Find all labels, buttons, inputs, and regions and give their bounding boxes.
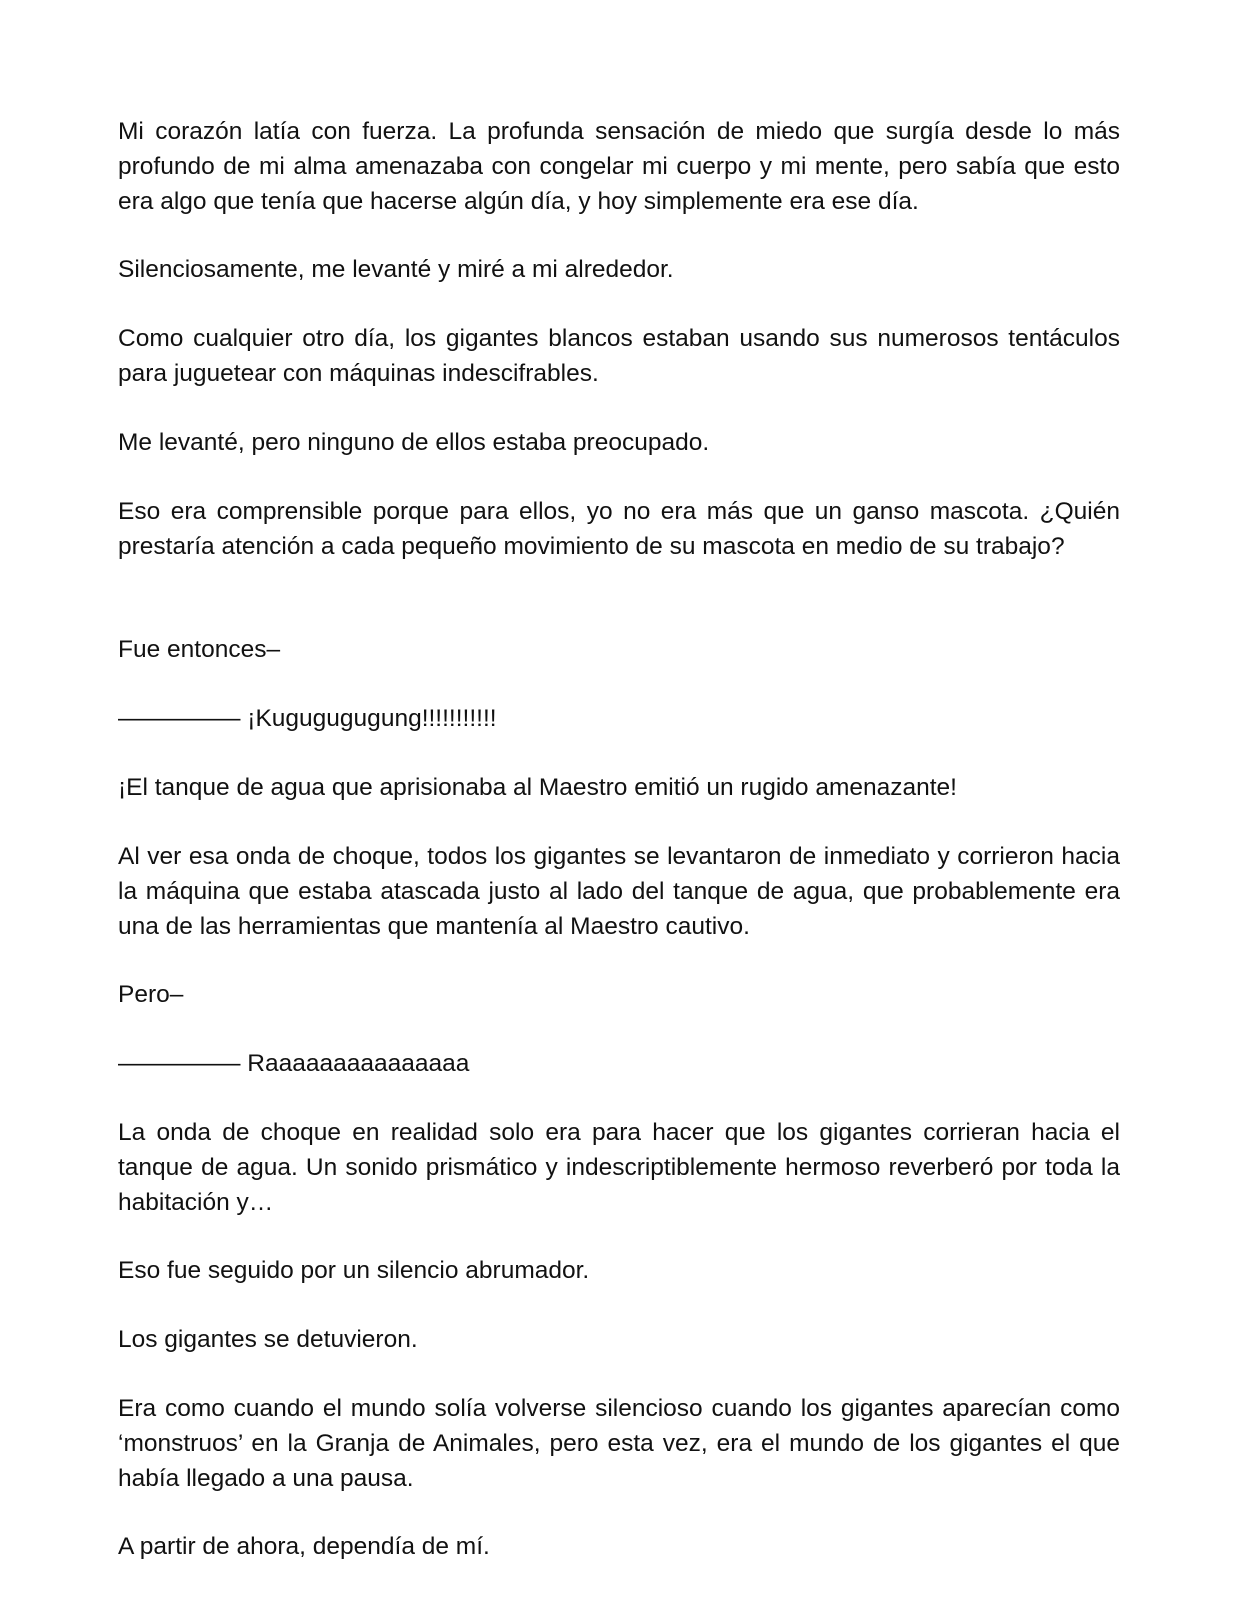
paragraph-white-giants: Como cualquier otro día, los gigantes blancos estaban usando sus numerosos tentáculos para juguetear con máquinas indescifrables. <box>118 325 1120 387</box>
paragraph-up-to-me: A partir de ahora, dependía de mí. <box>118 1533 490 1560</box>
paragraph-giants-stopped: Los gigantes se detuvieron. <box>118 1326 418 1353</box>
paragraph-overwhelming-silence: Eso fue seguido por un silencio abrumador. <box>118 1257 590 1284</box>
paragraph-water-tank-roar: ¡El tanque de agua que aprisionaba al Maestro emitió un rugido amenazante! <box>118 774 957 801</box>
paragraph-it-was-then: Fue entonces– <box>118 636 281 663</box>
paragraph-none-worried: Me levanté, pero ninguno de ellos estaba preocupado. <box>118 429 710 456</box>
paragraph-shockwave-giants-ran: Al ver esa onda de choque, todos los gigantes se levantaron de inmediato y corrieron hacia la máquina que estaba atascada justo al lado del tanque de agua, que probablemente era una de las herramientas que mantenía al Maestro cautivo. <box>118 843 1120 940</box>
paragraph-prismatic-sound: La onda de choque en realidad solo era para hacer que los gigantes corrieran hacia el tanque de agua. Un sonido prismático y indescriptiblemente hermoso reverberó por toda la habitación y… <box>118 1119 1120 1216</box>
paragraph-stood-up-quietly: Silenciosamente, me levanté y miré a mi alrededor. <box>118 256 674 283</box>
paragraph-pet-goose: Eso era comprensible porque para ellos, yo no era más que un ganso mascota. ¿Quién prestaría atención a cada pequeño movimiento de su mascota en medio de su trabajo? <box>118 498 1120 560</box>
paragraph-kugugugung-sound: ————— ¡Kugugugugung!!!!!!!!!!! <box>118 705 497 732</box>
paragraph-but: Pero– <box>118 981 184 1008</box>
paragraph-raaaa-sound: ————— Raaaaaaaaaaaaaaa <box>118 1050 470 1077</box>
paragraph-heart-pounding: Mi corazón latía con fuerza. La profunda sensación de miedo que surgía desde lo más profundo de mi alma amenazaba con congelar mi cuerpo y mi mente, pero sabía que esto era algo que tenía que hacerse algún día, y hoy simplemente era ese día. <box>118 118 1120 215</box>
paragraph-animal-farm-pause: Era como cuando el mundo solía volverse silencioso cuando los gigantes aparecían como ‘monstruos’ en la Granja de Animales, pero esta vez, era el mundo de los gigantes el que había llegado a una pausa. <box>118 1395 1120 1492</box>
